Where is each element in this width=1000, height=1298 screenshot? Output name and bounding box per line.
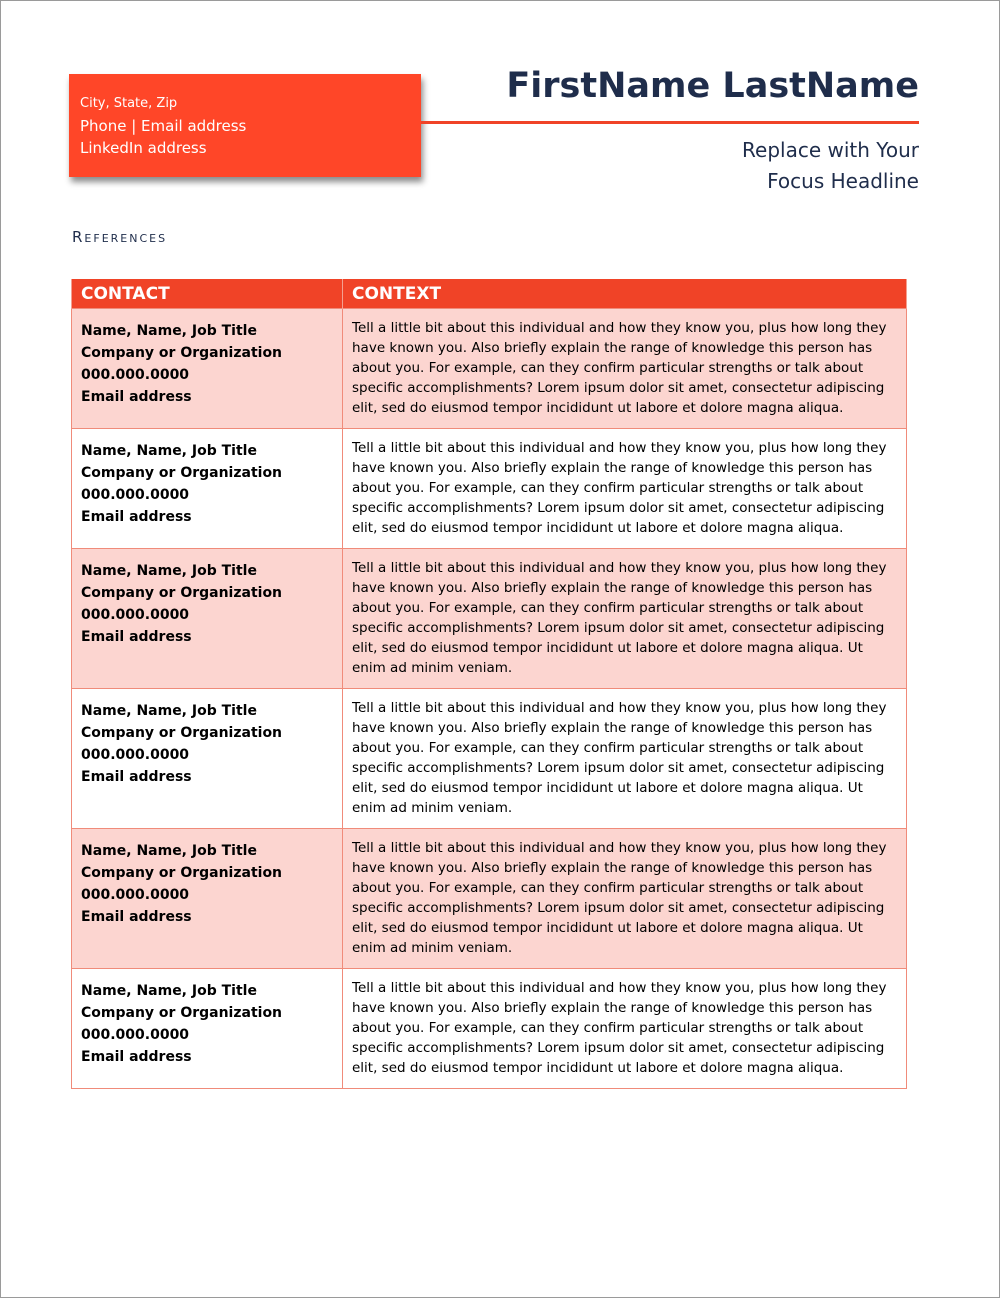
reference-contact-cell [72, 829, 343, 969]
focus-headline [742, 135, 919, 197]
reference-context-cell: Tell a little bit about this individual and how they know you, plus how long they have known you. Also briefly explain the range of knowledge this person has about you. For example, can they confirm particular strengths or talk about specific accomplishments? Lorem ipsum dolor sit amet, consectetur adipiscing elit, sed do eiusmod tempor incididunt ut labore et dolore magna aliqua. Ut enim ad minim veniam. [343, 829, 907, 969]
table-row [72, 309, 907, 429]
reference-contact-line: Email address [81, 769, 192, 785]
reference-contact-line: Company or Organization [81, 585, 283, 601]
contact-phone-email: Phone | Email address [80, 117, 247, 135]
reference-contact-line: Email address [81, 509, 192, 525]
reference-contact-cell [72, 429, 343, 549]
reference-contact-line: 000.000.0000 [81, 887, 190, 903]
table-row [72, 969, 907, 1089]
section-title-references: References [72, 228, 168, 246]
reference-contact-line: Name, Name, Job Title [81, 563, 257, 579]
headline-line: Replace with Your [742, 138, 919, 162]
table-header-row [72, 279, 907, 309]
reference-context-cell: Tell a little bit about this individual and how they know you, plus how long they have known you. Also briefly explain the range of knowledge this person has about you. For example, can they confirm particular strengths or talk about specific accomplishments? Lorem ipsum dolor sit amet, consectetur adipiscing elit, sed do eiusmod tempor incididunt ut labore et dolore magna aliqua. [343, 969, 907, 1089]
reference-context-cell: Tell a little bit about this individual and how they know you, plus how long they have known you. Also briefly explain the range of knowledge this person has about you. For example, can they confirm particular strengths or talk about specific accomplishments? Lorem ipsum dolor sit amet, consectetur adipiscing elit, sed do eiusmod tempor incididunt ut labore et dolore magna aliqua. [343, 309, 907, 429]
reference-contact-line: Email address [81, 1049, 192, 1065]
reference-context-cell: Tell a little bit about this individual and how they know you, plus how long they have known you. Also briefly explain the range of knowledge this person has about you. For example, can they confirm particular strengths or talk about specific accomplishments? Lorem ipsum dolor sit amet, consectetur adipiscing elit, sed do eiusmod tempor incididunt ut labore et dolore magna aliqua. Ut enim ad minim veniam. [343, 689, 907, 829]
reference-contact-line: Email address [81, 909, 192, 925]
reference-context-cell: Tell a little bit about this individual and how they know you, plus how long they have known you. Also briefly explain the range of knowledge this person has about you. For example, can they confirm particular strengths or talk about specific accomplishments? Lorem ipsum dolor sit amet, consectetur adipiscing elit, sed do eiusmod tempor incididunt ut labore et dolore magna aliqua. Ut enim ad minim veniam. [343, 549, 907, 689]
reference-contact-line: Company or Organization [81, 1005, 283, 1021]
applicant-name: FirstName LastName [506, 66, 919, 106]
reference-contact-line: 000.000.0000 [81, 367, 190, 383]
accent-divider [421, 121, 919, 124]
contact-linkedin: LinkedIn address [80, 139, 207, 157]
contact-info-box [69, 74, 421, 177]
reference-contact-line: Name, Name, Job Title [81, 323, 257, 339]
reference-contact-cell [72, 309, 343, 429]
reference-contact-line: Name, Name, Job Title [81, 843, 257, 859]
table-row [72, 829, 907, 969]
reference-contact-line: Email address [81, 389, 192, 405]
column-header-context: CONTEXT [343, 279, 907, 309]
table-row [72, 549, 907, 689]
reference-contact-line: Company or Organization [81, 865, 283, 881]
reference-contact-cell [72, 969, 343, 1089]
references-table [71, 279, 907, 1089]
reference-contact-line: Name, Name, Job Title [81, 983, 257, 999]
reference-contact-line: 000.000.0000 [81, 607, 190, 623]
headline-line: Focus Headline [767, 169, 919, 193]
reference-contact-line: Company or Organization [81, 345, 283, 361]
reference-contact-line: Name, Name, Job Title [81, 703, 257, 719]
reference-contact-cell [72, 549, 343, 689]
table-row [72, 429, 907, 549]
reference-contact-line: 000.000.0000 [81, 747, 190, 763]
reference-contact-line: 000.000.0000 [81, 487, 190, 503]
reference-contact-line: Company or Organization [81, 465, 283, 481]
contact-location: City, State, Zip [80, 96, 178, 111]
column-header-contact: CONTACT [72, 279, 343, 309]
references-table-body [72, 309, 907, 1089]
reference-contact-line: 000.000.0000 [81, 1027, 190, 1043]
reference-contact-line: Company or Organization [81, 725, 283, 741]
reference-contact-cell [72, 689, 343, 829]
reference-contact-line: Name, Name, Job Title [81, 443, 257, 459]
table-row [72, 689, 907, 829]
reference-contact-line: Email address [81, 629, 192, 645]
reference-context-cell: Tell a little bit about this individual and how they know you, plus how long they have known you. Also briefly explain the range of knowledge this person has about you. For example, can they confirm particular strengths or talk about specific accomplishments? Lorem ipsum dolor sit amet, consectetur adipiscing elit, sed do eiusmod tempor incididunt ut labore et dolore magna aliqua. [343, 429, 907, 549]
